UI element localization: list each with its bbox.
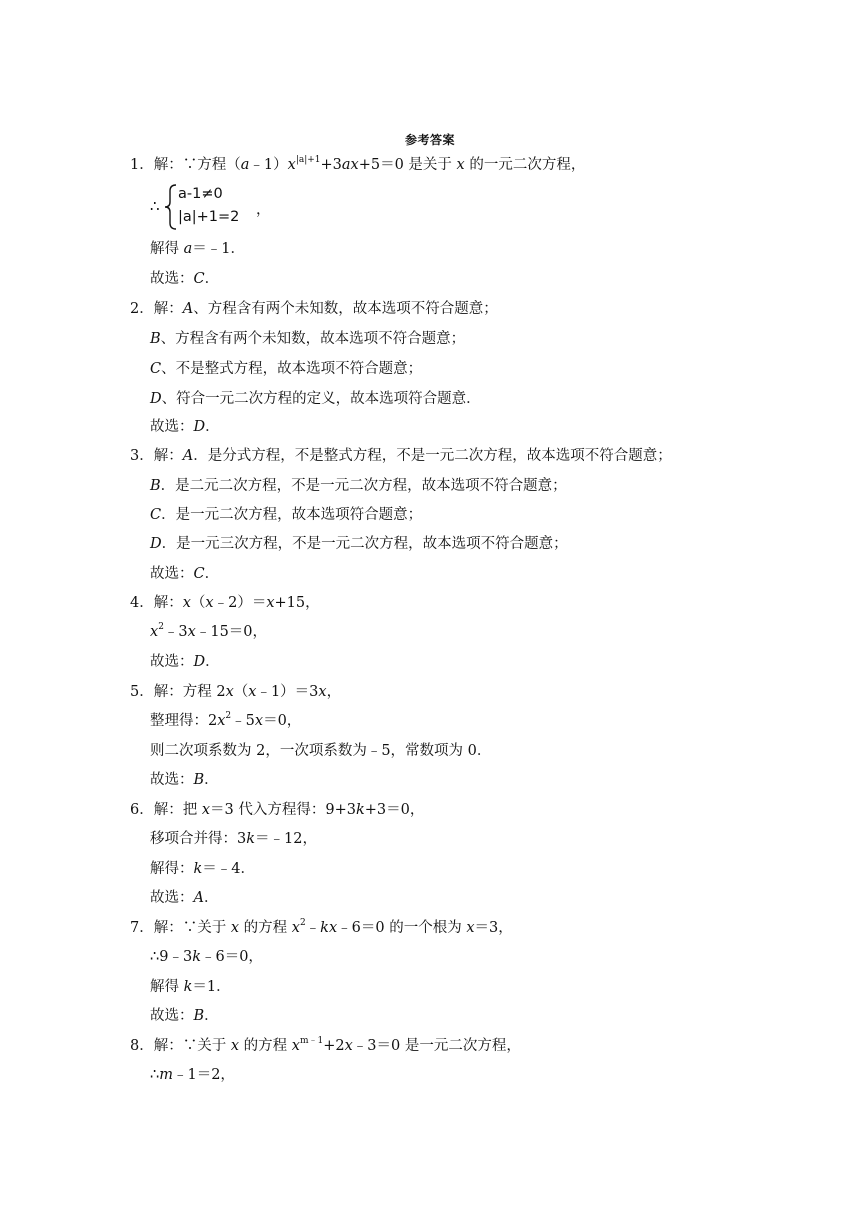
q4-line2 xyxy=(150,623,267,641)
exponent: |a|+1 xyxy=(295,155,321,165)
q2-text: ． xyxy=(205,419,220,435)
q7-text: ＝1． xyxy=(192,979,231,995)
q5-line3: 则二次项系数为 2，一次项系数为﹣5，常数项为 0． xyxy=(150,743,492,759)
q2-line1 xyxy=(130,300,498,318)
option-text: 、方程含有两个未知数，故本选项不符合题意； xyxy=(193,301,498,317)
q5-text: （ xyxy=(233,684,249,700)
q2-line4 xyxy=(150,390,481,408)
q5-text: ﹣5 xyxy=(231,713,255,729)
var-x: x xyxy=(254,713,264,729)
var-a: a xyxy=(183,241,193,257)
option-text: 、不是整式方程，故本选项不符合题意； xyxy=(161,361,423,377)
var-k: k xyxy=(183,979,193,995)
q6-text: ＝﹣4． xyxy=(202,861,256,877)
q6-text: 把 xyxy=(182,802,202,818)
q4-number: 4． xyxy=(130,595,154,611)
var-ax: ax xyxy=(341,157,359,173)
q1-line1 xyxy=(130,156,585,174)
var-x: x xyxy=(287,157,296,173)
q6-answer xyxy=(150,889,218,907)
q5-line2 xyxy=(150,712,301,730)
var-x: x xyxy=(230,920,240,936)
q7-text: ＝3， xyxy=(474,920,513,936)
q3-sol-label: 解： xyxy=(153,448,183,464)
option-letter: D xyxy=(150,536,162,552)
q6-text: ＝3 代入方程得：9+3 xyxy=(210,802,356,818)
q7-text: 9﹣3 xyxy=(159,949,193,965)
q3-text: ． xyxy=(204,566,220,582)
q6-text: ． xyxy=(203,890,219,906)
q3-number: 3． xyxy=(130,448,154,464)
answer-label: 故选： xyxy=(150,271,194,287)
q1-text: ＝﹣1． xyxy=(192,241,245,257)
option-letter: A xyxy=(182,301,194,317)
q5-text: ． xyxy=(204,772,219,788)
var-x: x xyxy=(266,595,275,611)
q5-answer xyxy=(150,771,219,789)
option-letter: C xyxy=(150,361,162,377)
q5-text: ﹣1）＝3 xyxy=(256,684,319,700)
var-x: x xyxy=(248,684,257,700)
q6-text: 移项合并得：3 xyxy=(150,831,247,847)
q7-text: ﹣6＝0， xyxy=(200,949,263,965)
q8-number: 8． xyxy=(130,1038,154,1054)
var-a: a xyxy=(240,157,250,173)
q8-text: 的方程 xyxy=(239,1038,292,1054)
q1-text: +3 xyxy=(320,157,342,173)
option-text: ．是分式方程，不是整式方程，不是一元二次方程，故本选项不符合题意； xyxy=(193,448,672,464)
q7-text: 关于 xyxy=(197,920,231,936)
q2-line2 xyxy=(150,330,465,348)
q1-answer xyxy=(150,270,219,288)
q4-text: ﹣15＝0， xyxy=(195,624,268,640)
q8-line1 xyxy=(130,1037,521,1055)
system-comma: ， xyxy=(256,202,271,218)
q3-line1 xyxy=(130,447,672,465)
answer-label: 故选： xyxy=(150,890,194,906)
left-brace-icon xyxy=(164,184,178,230)
q7-sol-label: 解： xyxy=(153,920,183,936)
q1-text: ． xyxy=(204,271,220,287)
var-x: x xyxy=(456,157,465,173)
q2-answer xyxy=(150,418,220,436)
q5-text: 方程 2 xyxy=(182,684,226,700)
option-text: 、方程含有两个未知数，故本选项不符合题意； xyxy=(160,331,466,347)
var-x: x xyxy=(344,1038,353,1054)
q2-number: 2． xyxy=(130,301,154,317)
answer-choice: B xyxy=(193,1008,205,1024)
var-x: x xyxy=(466,920,475,936)
answer-label: 故选： xyxy=(150,419,194,435)
q1-text: 的一元二次方程， xyxy=(464,157,586,173)
var-x: x xyxy=(217,713,226,729)
q1-text: 解得 xyxy=(150,241,184,257)
var-x: x xyxy=(291,920,300,936)
q4-sol-label: 解： xyxy=(153,595,183,611)
q5-text: ＝0， xyxy=(263,713,302,729)
q4-text: ． xyxy=(205,654,220,670)
because-symbol: ∵ xyxy=(182,157,198,173)
option-letter: B xyxy=(150,331,161,347)
q6-text: +3＝0， xyxy=(364,802,425,818)
because-symbol: ∵ xyxy=(182,920,198,936)
q8-text: +2 xyxy=(323,1038,345,1054)
q4-answer xyxy=(150,653,220,671)
q4-text: （ xyxy=(190,595,206,611)
option-text: ．是一元三次方程，不是一元二次方程，故本选项不符合题意； xyxy=(161,536,568,552)
answer-choice: A xyxy=(193,890,204,906)
option-letter: A xyxy=(182,448,194,464)
answer-choice: B xyxy=(193,772,205,788)
option-letter: D xyxy=(150,391,162,407)
q6-line3 xyxy=(150,860,255,878)
q1-number: 1． xyxy=(130,157,154,173)
q5-text: 整理得：2 xyxy=(150,713,218,729)
q6-text: 解得： xyxy=(150,861,194,877)
q6-number: 6． xyxy=(130,802,154,818)
var-kx: kx xyxy=(320,920,338,936)
q5-text: ， xyxy=(326,684,342,700)
var-x: x xyxy=(291,1038,300,1054)
var-k: k xyxy=(355,802,365,818)
q3-line4 xyxy=(150,535,568,553)
equation-system xyxy=(150,184,290,230)
q7-number: 7． xyxy=(130,920,154,936)
option-letter: C xyxy=(150,507,162,523)
var-k: k xyxy=(192,949,201,965)
q2-sol-label: 解： xyxy=(153,301,183,317)
var-m: m xyxy=(159,1067,173,1083)
q6-line1 xyxy=(130,801,424,819)
var-x: x xyxy=(182,595,191,611)
q7-line2 xyxy=(150,948,263,966)
q5-sol-label: 解： xyxy=(153,684,183,700)
q8-sol-label: 解： xyxy=(153,1038,183,1054)
q1-sol-label: 解： xyxy=(153,157,183,173)
q1-text: ﹣1） xyxy=(249,157,288,173)
var-k: k xyxy=(193,861,203,877)
q8-text: ﹣3＝0 是一元二次方程， xyxy=(352,1038,521,1054)
var-x: x xyxy=(205,595,214,611)
answer-choice: C xyxy=(193,271,205,287)
q7-text: 解得 xyxy=(150,979,184,995)
q7-line3 xyxy=(150,978,231,996)
answer-choice: D xyxy=(193,654,206,670)
q7-text: 的方程 xyxy=(239,920,292,936)
q1-line3 xyxy=(150,240,245,258)
var-x: x xyxy=(150,624,159,640)
var-k: k xyxy=(246,831,256,847)
q8-text: 关于 xyxy=(197,1038,231,1054)
exponent: 2 xyxy=(158,622,164,632)
therefore-symbol: ∴ xyxy=(150,197,160,215)
exponent: 2 xyxy=(299,918,306,928)
option-text: ．是一元二次方程，故本选项符合题意； xyxy=(161,507,423,523)
q5-number: 5． xyxy=(130,684,154,700)
q7-text: ． xyxy=(204,1008,219,1024)
var-x: x xyxy=(318,684,327,700)
q4-text: +15， xyxy=(274,595,320,611)
answer-label: 故选： xyxy=(150,1008,194,1024)
system-eq-2: |a|+1=2 xyxy=(178,209,240,225)
option-letter: B xyxy=(150,478,161,494)
option-text: 、符合一元二次方程的定义，故本选项符合题意． xyxy=(161,391,481,407)
answer-label: 故选： xyxy=(150,654,194,670)
q8-line2 xyxy=(150,1066,235,1084)
q1-text: 方程（ xyxy=(197,157,241,173)
var-x: x xyxy=(225,684,234,700)
page-title: 参考答案 xyxy=(404,133,455,147)
q3-answer xyxy=(150,565,219,583)
q4-text: ﹣2）＝ xyxy=(213,595,267,611)
because-symbol: ∵ xyxy=(182,1038,198,1054)
q3-line3 xyxy=(150,506,422,524)
var-x: x xyxy=(201,802,211,818)
q4-line1 xyxy=(130,594,320,612)
q7-answer xyxy=(150,1007,219,1025)
var-x: x xyxy=(230,1038,240,1054)
therefore-symbol: ∴ xyxy=(150,949,160,965)
q8-text: ﹣1＝2， xyxy=(172,1067,235,1083)
q7-text: ﹣ xyxy=(305,920,321,936)
q6-text: ＝﹣12， xyxy=(255,831,317,847)
answer-choice: D xyxy=(193,419,206,435)
q5-line1 xyxy=(130,683,341,701)
var-x: x xyxy=(187,624,196,640)
answer-choice: C xyxy=(193,566,205,582)
q4-text: ﹣3 xyxy=(163,624,188,640)
q6-line2 xyxy=(150,830,317,848)
q1-text: +5＝0 是关于 xyxy=(358,157,457,173)
q7-line1 xyxy=(130,919,513,937)
answer-label: 故选： xyxy=(150,566,194,582)
q6-sol-label: 解： xyxy=(153,802,183,818)
q7-text: ﹣6＝0 的一个根为 xyxy=(337,920,467,936)
therefore-symbol: ∴ xyxy=(150,1067,160,1083)
system-eq-1: a-1≠0 xyxy=(178,186,223,202)
exponent: 2 xyxy=(225,711,232,721)
answer-label: 故选： xyxy=(150,772,194,788)
q3-line2 xyxy=(150,477,567,495)
option-text: ．是二元二次方程，不是一元二次方程，故本选项不符合题意； xyxy=(160,478,567,494)
q2-line3 xyxy=(150,360,422,378)
exponent: m﹣1 xyxy=(299,1036,324,1046)
